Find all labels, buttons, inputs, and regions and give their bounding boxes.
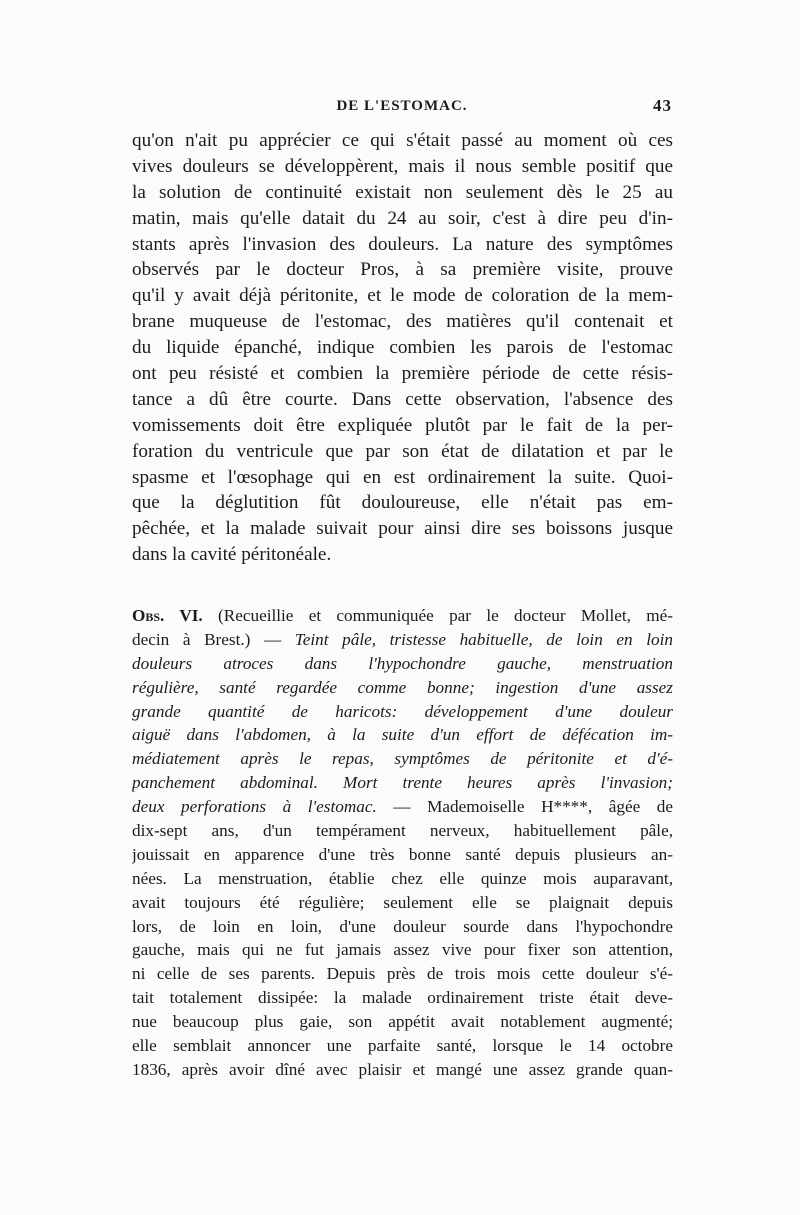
- text-line: dix-sept ans, d'un tempérament nerveux, habituellement pâle,: [132, 821, 673, 841]
- text-line: vomissements doit être expliquée plutôt par le fait de la per-: [132, 414, 673, 436]
- summary-italic-end: deux perforations à l'estomac.: [132, 797, 377, 817]
- text-line: pêchée, et la malade suivait pour ainsi dire ses boissons jusque: [132, 518, 673, 540]
- running-title: DE L'ESTOMAC.: [336, 98, 468, 114]
- text-line: nue beaucoup plus gaie, son appétit avait notablement augmenté;: [132, 1012, 673, 1032]
- text-line: ont peu résisté et combien la première période de cette résis-: [132, 363, 673, 385]
- text-line: brane muqueuse de l'estomac, des matières qu'il contenait et: [132, 311, 673, 333]
- text-line: stants après l'invasion des douleurs. La nature des symptômes: [132, 233, 673, 255]
- text-line: spasme et l'œsophage qui en est ordinairement la suite. Quoi-: [132, 466, 673, 488]
- text-line: elle semblait annoncer une parfaite santé, lorsque le 14 octobre: [132, 1036, 673, 1056]
- text-line: observés par le docteur Pros, à sa première visite, prouve: [132, 259, 673, 281]
- text-line: gauche, mais qui ne fut jamais assez vive pour fixer son attention,: [132, 940, 673, 960]
- text-line: douleurs atroces dans l'hypochondre gauche, menstruation: [132, 653, 673, 673]
- text-line: régulière, santé regardée comme bonne; ingestion d'une assez: [132, 677, 673, 697]
- text-line: [132, 628, 673, 652]
- text-line: ni celle de ses parents. Depuis près de trois mois cette douleur s'é-: [132, 964, 673, 984]
- text-line: que la déglutition fût douloureuse, elle n'était pas em-: [132, 492, 673, 514]
- text-line: dans la cavité péritonéale.: [132, 544, 332, 566]
- text-line: vives douleurs se développèrent, mais il nous semble positif que: [132, 155, 673, 177]
- observation-label: Obs. VI.: [132, 606, 203, 625]
- summary-italic: Teint pâle, tristesse habituelle, de loin en loin: [294, 629, 673, 649]
- text-line: médiatement après le repas, symptômes de péritonite et d'é-: [132, 749, 673, 769]
- text-line: 1836, après avoir dîné avec plaisir et mangé une assez grande quan-: [132, 1059, 673, 1079]
- text-line: matin, mais qu'elle datait du 24 au soir, c'est à dire peu d'in-: [132, 207, 673, 229]
- text-line: du liquide épanché, indique combien les parois de l'estomac: [132, 337, 673, 359]
- text-line: tance a dû être courte. Dans cette observation, l'absence des: [132, 388, 673, 410]
- observation-source: (Recueillie et communiquée par le docteur Mollet, mé-: [202, 606, 673, 625]
- paragraph-1: [132, 128, 673, 568]
- text-line: grande quantité de haricots: développement d'une douleur: [132, 701, 673, 721]
- text-line: qu'il y avait déjà péritonite, et le mode de coloration de la mem-: [132, 285, 673, 307]
- case-start: — Mademoiselle H****, âgée de: [376, 797, 673, 817]
- text-line: qu'on n'ait pu apprécier ce qui s'était passé au moment où ces: [132, 130, 673, 151]
- text-line: avait toujours été régulière; seulement elle se plaignait depuis: [132, 892, 673, 912]
- text-line: [132, 795, 673, 819]
- observation-source-cont: decin à Brest.) —: [132, 629, 295, 649]
- text-line: panchement abdominal. Mort trente heures après l'invasion;: [132, 773, 673, 793]
- text-line: nées. La menstruation, établie chez elle quinze mois auparavant,: [132, 868, 673, 888]
- observation-paragraph: [132, 604, 673, 1082]
- text-line: foration du ventricule que par son état de dilatation et par le: [132, 440, 673, 462]
- page-header: [132, 98, 672, 122]
- page-number: 43: [653, 96, 672, 115]
- text-line: aiguë dans l'abdomen, à la suite d'un effort de défécation im-: [132, 725, 673, 745]
- text-line: [132, 604, 673, 628]
- text-line: jouissait en apparence d'une très bonne santé depuis plusieurs an-: [132, 844, 673, 864]
- text-line: tait totalement dissipée: la malade ordinairement triste était deve-: [132, 988, 673, 1008]
- text-line: lors, de loin en loin, d'une douleur sourde dans l'hypochondre: [132, 916, 673, 936]
- text-line: la solution de continuité existait non seulement dès le 25 au: [132, 181, 673, 203]
